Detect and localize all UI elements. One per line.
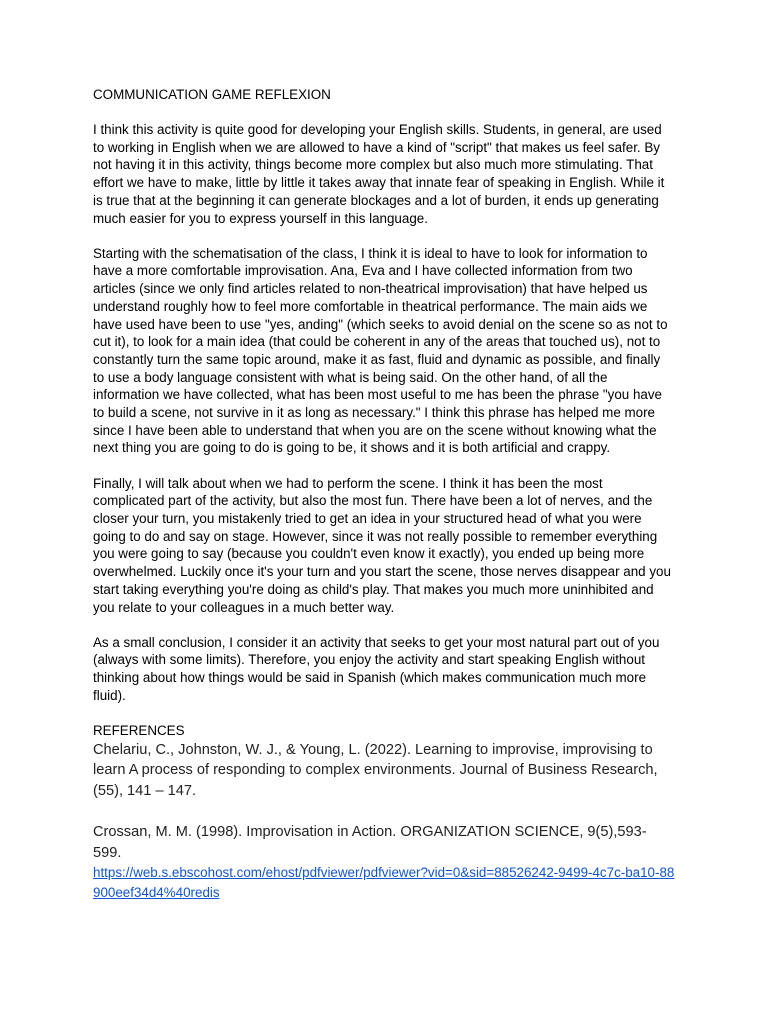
paragraph-schematisation: Starting with the schematisation of the class, I think it is ideal to have to look for information to have a more comfortable improvisation. Ana, Eva and I have collected information from two articles (since we only find articles related to non-theatrical improvisation) that have helped us understand roughly how to feel more comfortable in theatrical performance. The main aids we have used have been to use "yes, anding" (which seeks to avoid denial on the scene so as not to cut it), to look for a main idea (that could be coherent in any of the areas that touched us), not to constantly turn the same topic around, make it as fast, fluid and dynamic as possible, and finally to use a body language consistent with what is being said. On the other hand, of all the information we have collected, what has been most useful to me has been the phrase "you have to build a scene, not survive in it as long as necessary." I think this phrase has helped me more since I have been able to understand that when you are on the scene without knowing what the next thing you are going to do is going to be, it shows and it is both artificial and crappy. xyxy=(93,245,668,456)
paragraph-conclusion: As a small conclusion, I consider it an activity that seeks to get your most natural part out of you (always with some limits). Therefore, you enjoy the activity and start speaking English without thinking about how things would be said in Spanish (which makes communication much more fluid). xyxy=(93,634,660,703)
reference-text: Chelariu, C., Johnston, W. J., & Young, L. (2022). Learning to improvise, improvising to learn A process of responding to complex environments. Journal of Business Research, (55), 141 – 147. xyxy=(93,741,658,799)
reference-text: Crossan, M. M. (1998). Improvisation in Action. ORGANIZATION SCIENCE, 9(5),593-599. xyxy=(93,824,647,861)
document-page xyxy=(93,86,675,903)
paragraph-intro: I think this activity is quite good for developing your English skills. Students, in general, are used to working in English when we are allowed to have a kind of "script" that makes us feel safer. By not having it in this activity, things become more complex but also much more stimulating. That effort we have to make, little by little it takes away that innate fear of speaking in English. While it is true that at the beginning it can generate blockages and a lot of burden, it ends up generating much easier for you to express yourself in this language. xyxy=(93,122,665,226)
references-heading: REFERENCES xyxy=(93,723,185,739)
reference-entry-crossan xyxy=(93,822,675,903)
reference-entry-chelariu xyxy=(93,740,675,802)
reference-link[interactable]: https://web.s.ebscohost.com/ehost/pdfviewer/pdfviewer?vid=0&sid=88526242-9499-4c7c-ba10-88900eef34d4%40redis xyxy=(93,865,675,901)
document-title: COMMUNICATION GAME REFLEXION xyxy=(93,87,331,102)
paragraph-performance: Finally, I will talk about when we had to perform the scene. I think it has been the most complicated part of the activity, but also the most fun. There have been a lot of nerves, and the closer your turn, you mistakenly tried to get an idea in your structured head of what you were going to do and say on stage. However, since it was not really possible to remember everything you were going to say (because you couldn't even know it exactly), you ended up being more overwhelmed. Luckily once it's your turn and you start the scene, those nerves disappear and you start taking everything you're doing as child's play. That makes you much more uninhibited and you relate to your colleagues in a much better way. xyxy=(93,475,671,615)
